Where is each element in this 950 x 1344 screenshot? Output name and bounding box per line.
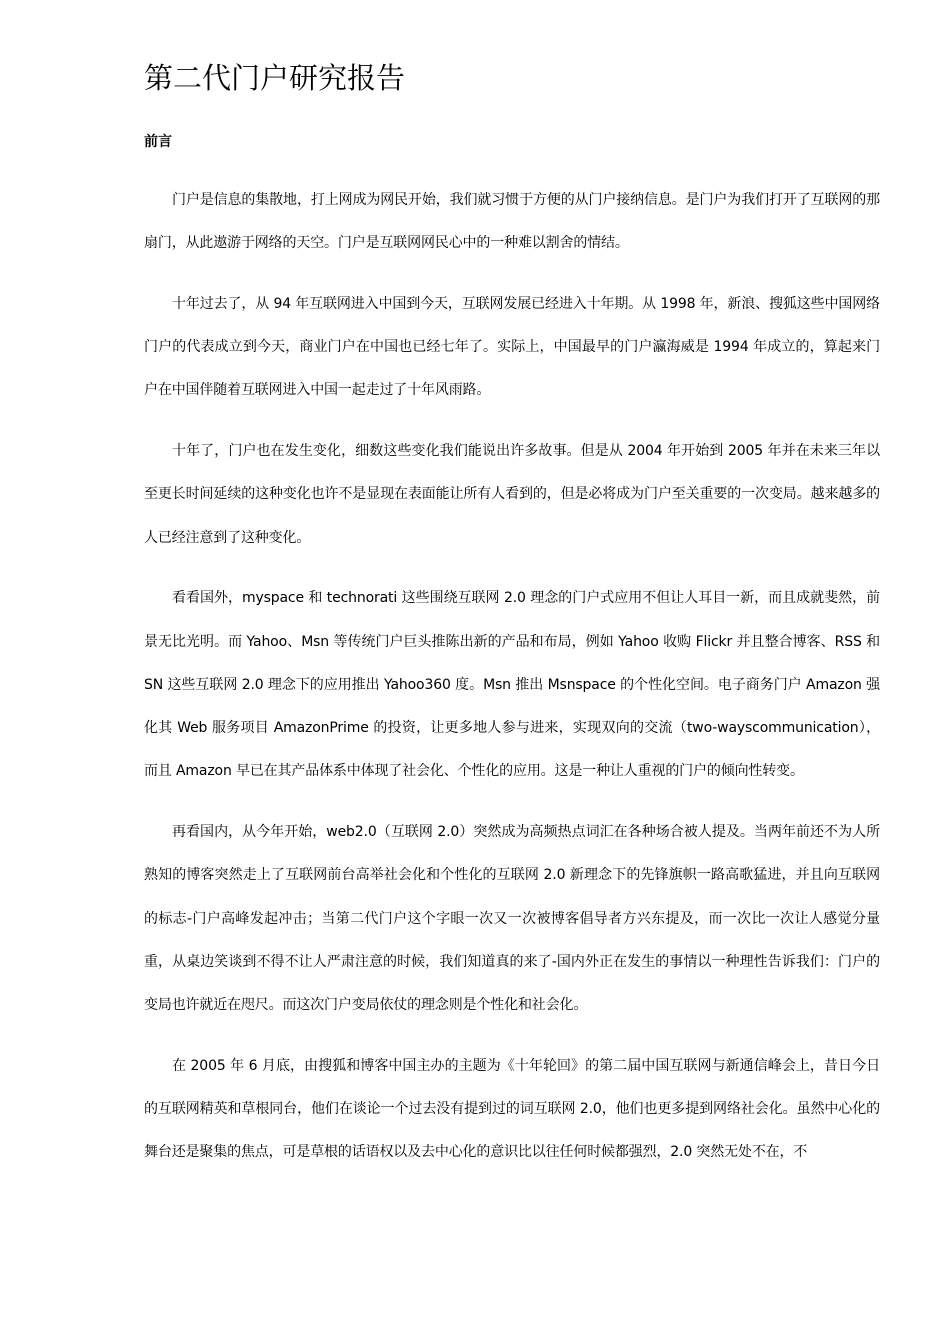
paragraph-3: 十年了，门户也在发生变化，细数这些变化我们能说出许多故事。但是从 2004 年开始到 2005 年并在未来三年以至更长时间延续的这种变化也许不是显现在表面能让所有人看到的，但是必将成为门户至关重要的一次变局。越来越多的人已经注意到了这种变化。 — [144, 443, 880, 546]
paragraph-4: 看看国外，myspace 和 technorati 这些围绕互联网 2.0 理念的门户式应用不但让人耳目一新，而且成就斐然，前景无比光明。而 Yahoo、Msn 等传统门户巨头推陈出新的产品和布局，例如 Yahoo 收购 Flickr 并且整合博客、RSS 和 SN 这些互联网 2.0 理念下的应用推出 Yahoo360 度。Msn 推出 Msnspace 的个性化空间。电子商务门户 Amazon 强化其 Web 服务项目 AmazonPrime 的投资，让更多地人参与进来，实现双向的交流（two-wayscommunication），而且 Amazon 早已在其产品体系中体现了社会化、个性化的应用。这是一种让人重视的门户的倾向性转变。 — [144, 590, 880, 780]
paragraph-5: 再看国内，从今年开始，web2.0（互联网 2.0）突然成为高频热点词汇在各种场合被人提及。当两年前还不为人所熟知的博客突然走上了互联网前台高举社会化和个性化的互联网 2.0 新理念下的先锋旗帜一路高歌猛进，并且向互联网的标志-门户高峰发起冲击；当第二代门户这个字眼一次又一次被博客倡导者方兴东提及，而一次比一次让人感觉分量重，从桌边笑谈到不得不让人严肃注意的时候，我们知道真的来了-国内外正在发生的事情以一种理性告诉我们：门户的变局也许就近在咫尺。而这次门户变局依仗的理念则是个性化和社会化。 — [144, 824, 880, 1014]
paragraph-1: 门户是信息的集散地，打上网成为网民开始，我们就习惯于方便的从门户接纳信息。是门户为我们打开了互联网的那扇门，从此遨游于网络的天空。门户是互联网网民心中的一种难以割舍的情结。 — [144, 192, 880, 252]
document-title: 第二代门户研究报告 — [144, 61, 406, 95]
document-body — [144, 179, 880, 1192]
paragraph-2: 十年过去了，从 94 年互联网进入中国到今天，互联网发展已经进入十年期。从 1998 年，新浪、搜狐这些中国网络门户的代表成立到今天，商业门户在中国也已经七年了。实际上，中国最早的门户瀛海威是 1994 年成立的，算起来门户在中国伴随着互联网进入中国一起走过了十年风雨路。 — [144, 295, 880, 399]
paragraph-6: 在 2005 年 6 月底，由搜狐和博客中国主办的主题为《十年轮回》的第二届中国互联网与新通信峰会上，昔日今日的互联网精英和草根同台，他们在谈论一个过去没有提到过的词互联网 2.0，他们也更多提到网络社会化。虽然中心化的舞台还是聚集的焦点，可是草根的话语权以及去中心化的意识比以往任何时候都强烈，2.0 突然无处不在，不 — [144, 1057, 880, 1161]
section-heading-preface: 前言 — [144, 134, 172, 150]
